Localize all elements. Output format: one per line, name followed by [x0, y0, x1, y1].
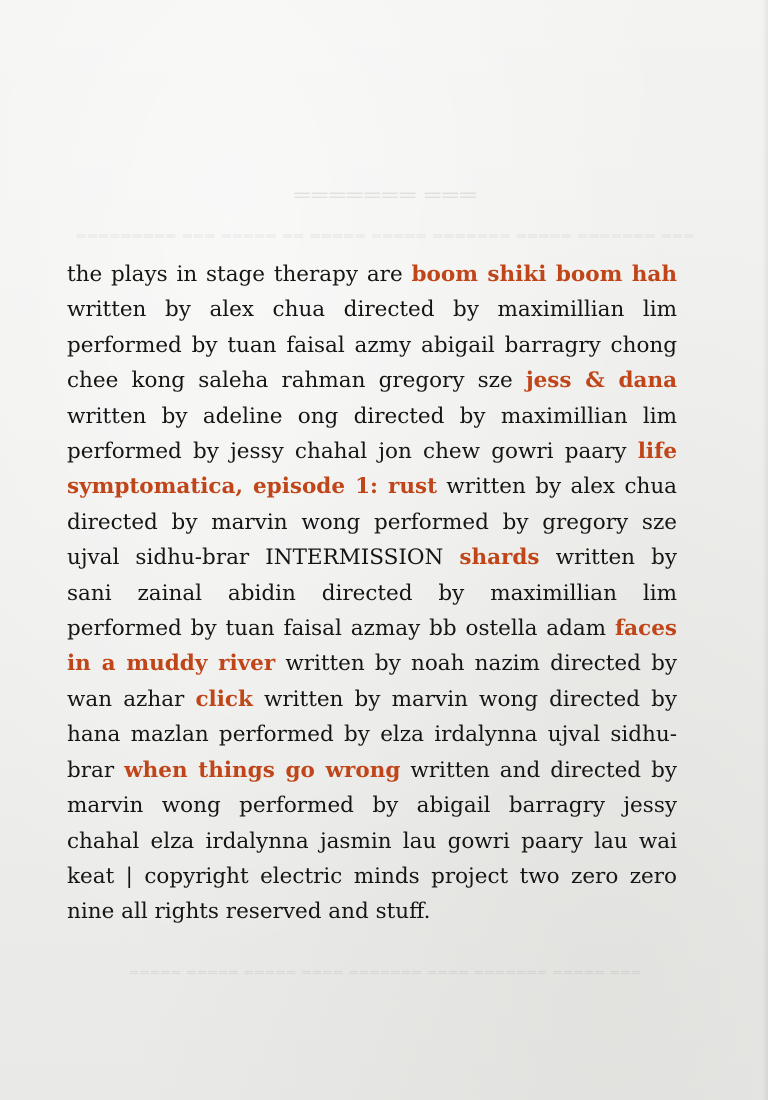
play-title-faces-in-a-muddy-river: faces in a muddy river	[67, 616, 677, 677]
credits-text: written by sani zainal abidin directed by maximillian lim performed by tuan faisal azmay bb ostella adam	[67, 545, 677, 642]
credits-text: written by adeline ong directed by maximillian lim performed by jessy chahal jon chew gowri paary	[67, 403, 677, 465]
play-title-when-things-go-wrong: when things go wrong	[124, 757, 401, 783]
show-through-footer: ═══ ═════ ═══════ ════ ═══════ ════ ═════ ═════ ═════	[127, 965, 641, 979]
credits-text: written by alex chua directed by maximillian lim performed by tuan faisal azmy abigail barragry chong chee kong saleha rahman gregory sze	[67, 297, 677, 394]
closing-text: written and directed by marvin wong performed by abigail barragry jessy chahal elza irdalynna jasmin lau gowri paary lau wai keat | copyright electric minds project two zero zero nine all rights reserved and stuff.	[67, 757, 677, 925]
play-title-life-symptomatica: life symptomatica, episode 1: rust	[67, 439, 677, 500]
intro-text: the plays in stage therapy are	[67, 262, 412, 287]
credits-text: written by alex chua directed by marvin wong performed by gregory sze ujval sidhu-brar INTERMISSION	[67, 474, 677, 571]
play-title-jess-and-dana: jess & dana	[525, 368, 678, 394]
page-edge-shadow	[762, 0, 768, 1100]
show-through-line: ═══ ═══════ ═════ ═══════ ═════ ═════ ══ ═════ ═══ ═════════	[74, 228, 694, 243]
play-title-boom-shiki-boom-hah: boom shiki boom hah	[411, 262, 677, 287]
play-title-click: click	[195, 686, 253, 712]
credits-paragraph	[67, 257, 677, 930]
show-through-heading: ═══ ═══════	[292, 182, 476, 207]
credits-text: written by noah nazim directed by wan azhar	[67, 651, 677, 712]
play-title-shards: shards	[459, 545, 540, 571]
credits-text: written by marvin wong directed by hana mazlan performed by elza irdalynna ujval sidhu-brar	[67, 686, 678, 783]
